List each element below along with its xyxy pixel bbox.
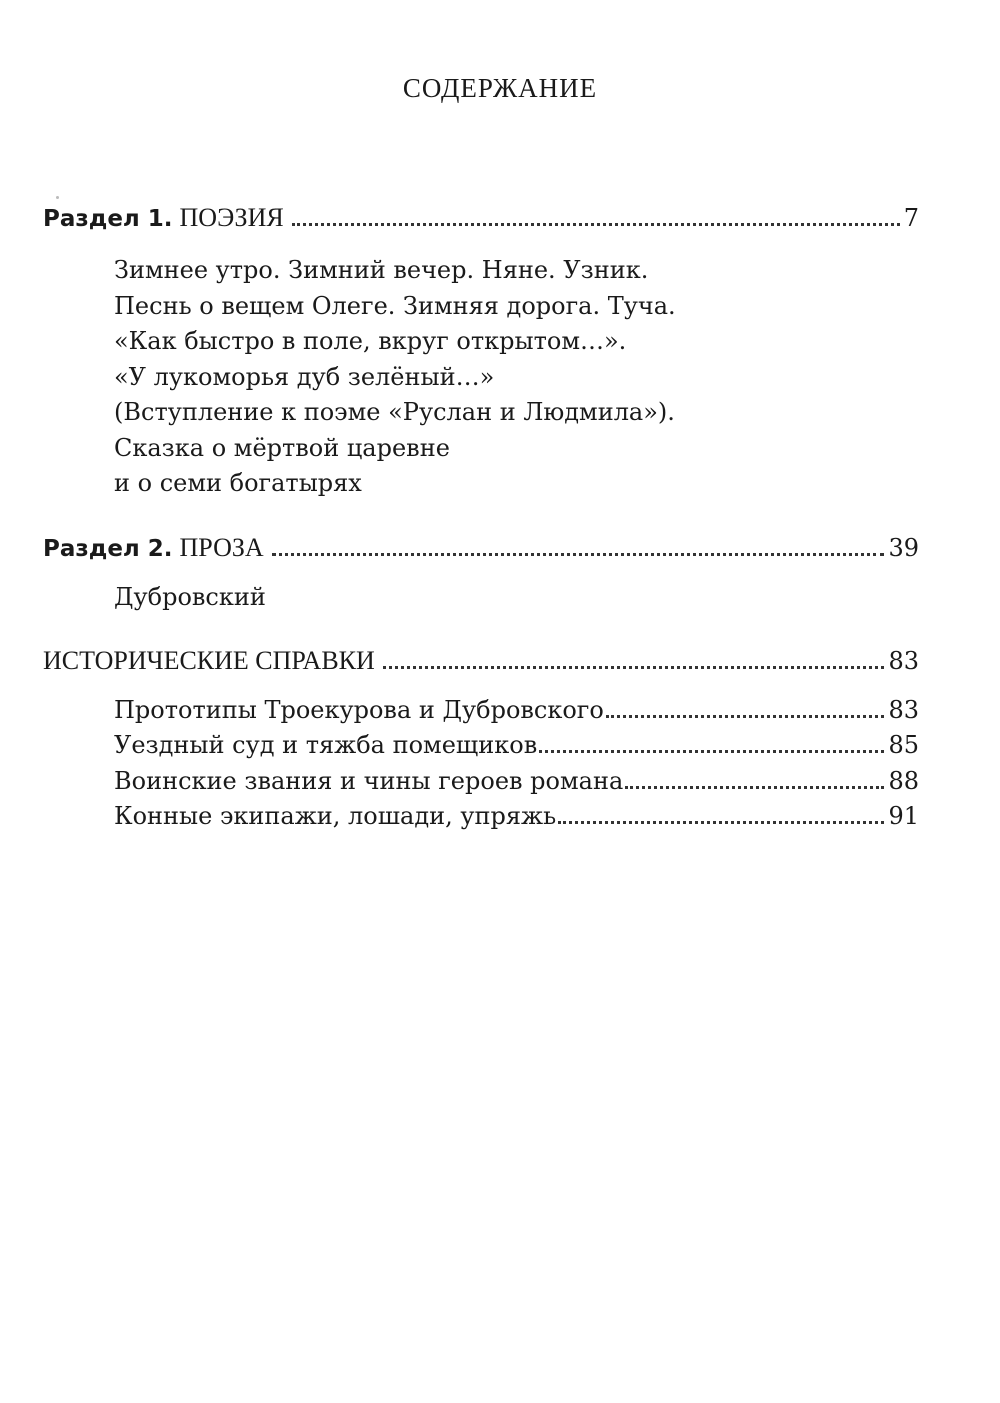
- section-name: ИСТОРИЧЕСКИЕ СПРАВКИ: [43, 646, 375, 675]
- work-line: Дубровский: [114, 583, 266, 611]
- dot-leader: [558, 821, 884, 824]
- page-number: 39: [888, 534, 919, 562]
- dot-leader: [383, 666, 885, 669]
- page-number: 88: [888, 767, 919, 795]
- page-number: 91: [888, 802, 919, 830]
- section-label: Раздел 1.: [43, 206, 173, 232]
- margin-speck: [56, 196, 59, 199]
- toc-entry[interactable]: [114, 802, 919, 830]
- page-number: 7: [903, 204, 919, 232]
- work-line: «Как быстро в поле, вкруг открытом…».: [114, 327, 627, 355]
- entry-title: Воинские звания и чины героев романа: [114, 767, 624, 795]
- page-number: 85: [888, 731, 919, 759]
- entry-title: Прототипы Троекурова и Дубровского: [114, 696, 604, 724]
- toc-section-poetry[interactable]: [43, 203, 919, 233]
- page-number: 83: [888, 647, 919, 675]
- work-line: Песнь о вещем Олеге. Зимняя дорога. Туча.: [114, 292, 676, 320]
- toc-section-prose[interactable]: [43, 533, 919, 563]
- work-line: Сказка о мёртвой царевне: [114, 434, 450, 462]
- dot-leader: [272, 553, 885, 556]
- toc-entry[interactable]: [114, 767, 919, 795]
- work-line: «У лукоморья дуб зелёный…»: [114, 363, 495, 391]
- toc-section-historical[interactable]: [43, 646, 919, 676]
- section-name: ПОЭЗИЯ: [179, 203, 284, 232]
- dot-leader: [606, 715, 885, 718]
- toc-entry[interactable]: [114, 731, 919, 759]
- section-name: ПРОЗА: [179, 533, 264, 562]
- entry-title: Конные экипажи, лошади, упряжь: [114, 802, 557, 830]
- section-label: Раздел 2.: [43, 536, 173, 562]
- dot-leader: [292, 223, 900, 226]
- work-line: (Вступление к поэме «Руслан и Людмила»).: [114, 398, 675, 426]
- toc-entry[interactable]: [114, 696, 919, 724]
- page-title: СОДЕРЖАНИЕ: [402, 73, 598, 103]
- page-number: 83: [888, 696, 919, 724]
- dot-leader: [539, 750, 884, 753]
- work-line: и о семи богатырях: [114, 469, 362, 497]
- work-line: Зимнее утро. Зимний вечер. Няне. Узник.: [114, 256, 649, 284]
- entry-title: Уездный суд и тяжба помещиков: [114, 731, 538, 759]
- dot-leader: [625, 786, 884, 789]
